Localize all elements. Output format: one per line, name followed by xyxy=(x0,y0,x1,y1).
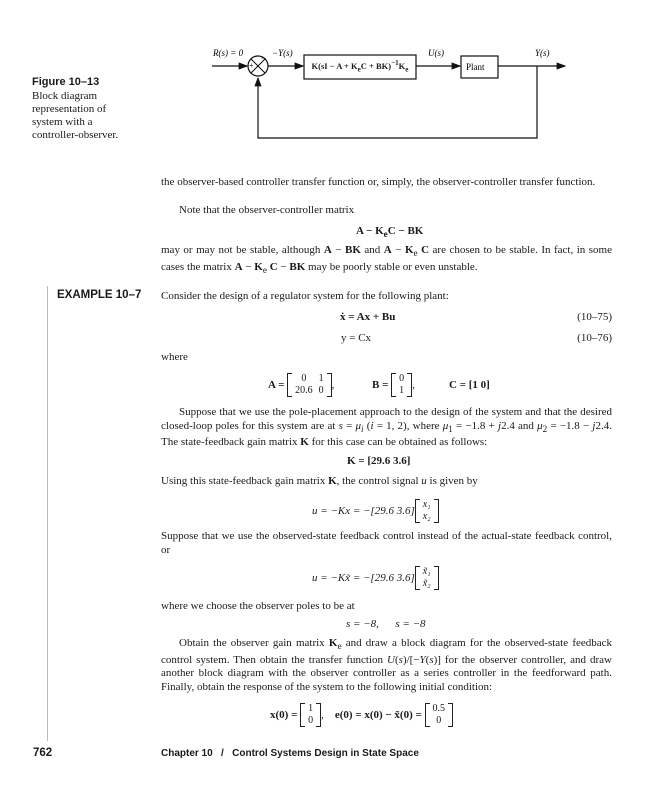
page-number: 762 xyxy=(33,747,53,759)
vector-cell: 0 xyxy=(436,715,442,726)
where-label: where xyxy=(161,351,188,363)
paragraph-stability: may or may not be stable, although A − BK and $A - K_e$ C are chosen to be stable. In fact, in some cases the matrix $A - K_e$ C − BK may be poorly stable or even unstable. xyxy=(161,244,612,275)
matrix-cell: 0 xyxy=(318,385,324,396)
vector-cell: x₁ xyxy=(422,499,431,510)
matrix-cell: 20.6 xyxy=(295,385,313,396)
plant-label: Plant xyxy=(466,62,485,72)
feedback-label: −Y(s) xyxy=(272,48,293,58)
input-label: R(s) = 0 xyxy=(213,48,244,58)
paragraph-pole-placement: Suppose that we use the pole-placement approach to the design of the system and that the desired closed-loop poles for this system are at $s = \mu_i$ (i = 1, 2), where $\mu_1 = -1.8 + j2.4$ and $\mu_2 = -1.8 - j2.4$. The state-feedback gain matrix K for this case can be obtained as follows: xyxy=(161,406,612,449)
caption-line: controller-observer. xyxy=(32,129,119,141)
vector-cell: 1 xyxy=(308,703,314,714)
caption-line: Block diagram xyxy=(32,90,98,102)
state-vector xyxy=(415,499,439,523)
equation-control-law xyxy=(312,495,439,527)
matrix-C-equation: C = [1 0] xyxy=(449,379,490,391)
vector-cell: 0.5 xyxy=(432,703,446,714)
matrix-cell: 1 xyxy=(318,373,324,384)
output-label: Y(s) xyxy=(535,48,550,58)
matrix-cell: 0 xyxy=(399,373,405,384)
vector-cell: x̃₂ xyxy=(422,578,431,589)
equation-gain-K: K = [29.6 3.6] xyxy=(347,455,411,467)
caption-line: representation of xyxy=(32,103,107,115)
paragraph-obtain: Obtain the observer gain matrix $K_e$ and draw a block diagram for the observed-state feedback control system. Then obtain the transfer function U(s)/[−Y(s)] for the observer controller, and draw another block diagram with the observer controller as a series controller in the feedforward path. Finally, obtain the response of the system to the following initial condition: xyxy=(161,637,613,693)
matrix-cell: 0 xyxy=(301,373,307,384)
equation-initial-condition: x(0) = 1 0 , e(0) = x(0) − x̃(0) = 0.5 0 xyxy=(270,699,453,731)
running-footer xyxy=(161,748,419,759)
plus-sign: + xyxy=(249,61,254,70)
block-diagram xyxy=(0,0,653,150)
vector-cell: x̃₁ xyxy=(422,566,431,577)
caption-line: system with a xyxy=(32,116,93,128)
observed-control-law-text: u = −Kx̃ = −[29.6 3.6] xyxy=(312,572,415,584)
matrix-B xyxy=(391,373,412,397)
example-intro: Consider the design of a regulator system for the following plant: xyxy=(161,290,449,302)
matrix-A xyxy=(287,373,332,397)
example-rule xyxy=(47,286,48,741)
x0-label: x(0) = xyxy=(270,709,298,721)
paragraph-continuation: the observer-based controller transfer function or, simply, the observer-controller transfer function. xyxy=(161,176,596,188)
paragraph-observer-poles: where we choose the observer poles to be at xyxy=(161,600,355,612)
x0-vector xyxy=(300,703,321,727)
equation-state: ẋ = Ax + Bu xyxy=(340,311,396,323)
chapter-number: Chapter 10 xyxy=(161,748,213,759)
footer-separator: / xyxy=(221,748,224,759)
matrix-A-label: A = xyxy=(268,379,285,391)
e0-vector xyxy=(425,703,454,727)
e0-label: e(0) = x(0) − x̃(0) = xyxy=(334,709,422,721)
equation-number-75: (10–75) xyxy=(577,311,612,323)
example-label: EXAMPLE 10–7 xyxy=(57,289,142,301)
matrix-cell: 1 xyxy=(399,385,405,396)
equation-observed-control-law xyxy=(312,562,439,594)
control-law-text: u = −Kx = −[29.6 3.6] xyxy=(312,505,415,517)
paragraph-observed-state: Suppose that we use the observed-state feedback control instead of the actual-state feedback control, or xyxy=(161,530,612,556)
chapter-title: Control Systems Design in State Space xyxy=(232,748,419,759)
minus-sign: − xyxy=(261,53,267,63)
vector-cell: 0 xyxy=(308,715,314,726)
vector-cell: x₂ xyxy=(422,511,431,522)
matrix-B-label: B = xyxy=(372,379,389,391)
equation-number-76: (10–76) xyxy=(577,332,612,344)
estimated-state-vector xyxy=(415,566,439,590)
equation-observer-poles: s = −8, s = −8 xyxy=(346,618,426,630)
equation-output: y = Cx xyxy=(341,332,372,344)
matrix-B-equation: B = 0 1 , xyxy=(372,373,415,396)
figure-number: Figure 10–13 xyxy=(32,76,100,88)
equation-observer-controller-matrix: $A - K_eC$ − BK xyxy=(356,225,424,240)
paragraph-control-signal: Using this state-feedback gain matrix K, the control signal u is given by xyxy=(161,475,478,487)
paragraph-note: Note that the observer-controller matrix xyxy=(179,204,355,216)
matrix-A-equation: A = 0 1 20.6 0 , xyxy=(268,373,335,396)
controller-block-label: $K(sI - A + K_eC + BK)^{-1}K_e$ xyxy=(311,59,409,74)
control-label: U(s) xyxy=(428,48,444,58)
